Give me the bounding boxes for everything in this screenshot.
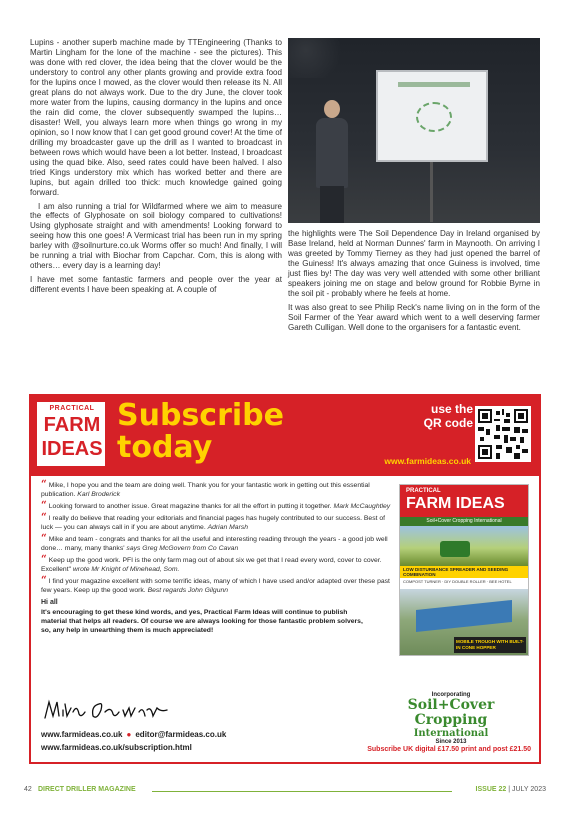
qr-label [399,402,473,430]
quote-icon: “ [41,500,47,512]
testimonial-author: Adrian Marsh [207,524,249,532]
contact-details [41,728,341,754]
speaker-photo [288,38,540,223]
testimonial-text: Looking forward to another issue. Great magazine thanks for all the effort in putting it together. [48,503,332,511]
quote-icon: “ [41,533,47,545]
article-paragraph: It was also great to see Philip Reck's name living on in the form of the Soil Farmer of the Year award which went to a well deserving farmer Gareth Culligan. Well done to the organisers for a fantastic event. [288,302,540,332]
article-paragraph: Lupins - another superb machine made by TTEngineering (Thanks to Martin Lingham for the lone of the machine - see the pictures). This was done with red clover, the idea being that the clover would be the understory to control any other plants growing and provide extra food for the lupins once I mowed, as the clover would then release its N. All great plans do not always work. Due to the dry June, the clover took more water from the lupins, causing dormancy in the lupins and once the rain did come, the clover subsequently swamped the lupins… disaster! Well, you always learn more when things go wrong in my opinion, so I now know that I can get good ground cover! At the time of drilling my broadcaster gave up the drill as I wanted to broadcast in between rows which would have been a lot better. Instead, I broadcast using the quad bike. Also, seed rates could have been halved. I also tried Kings understory mix which has worked better and there are lupins, but again drilled too thick: much knowledge gained going forward. [30,38,282,197]
article-paragraph: I have met some fantastic farmers and people over the year at different events I have been speaking at. A couple of [30,275,282,295]
since-year: Since 2013 [435,739,467,745]
cover-title: FARM IDEAS [406,495,505,512]
article-paragraph: the highlights were The Soil Dependence Day in Ireland organised by Base Ireland, held at Norman Dunnes' farm in Maynooth. On arriving I was greeted by Tommy Tierney as they had just opened the barrel of the Guiness! It's always amazing that once Guiness is involved, time just flies by! The day was very well attended with some other brilliant speakers joining me on stage and below ground for Robbie Byrne in the soil pit - probably where he feels at home. [288,229,540,298]
testimonial [41,500,393,512]
quote-icon: “ [41,554,47,566]
email-link[interactable]: editor@farmideas.co.uk [135,730,227,739]
quote-icon: “ [41,575,47,587]
signature [41,696,171,724]
subscribe-url[interactable]: www.farmideas.co.uk [384,456,471,466]
cover-bottom-headline: MOBILE TROUGH WITH BUILT-IN CONE HOPPER [454,637,526,653]
subscription-link[interactable]: www.farmideas.co.uk/subscription.html [41,743,192,752]
bullet-icon: ● [126,730,132,739]
website-link[interactable]: www.farmideas.co.uk [41,730,123,739]
testimonial-text: Mike and team - congrats and thanks for all the useful and interesting reading through the years - a good job well done… many, many thanks' [41,536,388,553]
qr-label-line2: QR code [423,416,473,430]
qr-code-icon [478,409,528,459]
soil-cover-logo: Soil+Cover Cropping [407,697,495,728]
quote-icon: “ [41,479,47,490]
testimonial [41,575,393,596]
slide-diagram [416,102,452,132]
subscribe-header [31,396,539,476]
signature-icon [41,696,171,724]
closing-message: It's encouraging to get these kind words, and yes, Practical Farm Ideas will continue to publish material that helps all readers. Of course we are always looking for those fantastic problem solvers, so, any help in unearthing them is much appreciated! [41,609,363,635]
qr-label-line1: use the [430,402,473,416]
greeting: Hi all [41,599,58,607]
tractor-icon [440,541,470,557]
testimonial-author: Karl Broderick [77,490,120,498]
testimonial-text: Keep up the good work. PFI is the only farm mag out of about six we get that I read every word, cover to cover. Excellent" [41,557,382,574]
testimonial-author: wrote Mr Knight of Minehead, Som. [72,566,180,574]
projection-screen [376,70,488,162]
testimonial-author: says Greg McGovern from Co Cavan [126,545,239,553]
testimonial-text: Mike, I hope you and the team are doing well. Thank you for your fantastic work in getting out this essential publication. [41,482,370,498]
farm-ideas-logo [37,402,105,466]
subscribe-title [117,400,284,464]
testimonial-text: I really do believe that reading your editorials and financial pages has hugely contributed to our success. Best of luck — you can always call in if you are about anytime. [41,515,386,532]
soil-cover-logo-international: International [413,728,489,739]
cover-strip: Soil+Cover Cropping International [400,517,528,526]
testimonial-text: I find your magazine excellent with some terrific ideas, many of which I have used and/or adapted over these past few years. Keep up the good work. [41,578,390,595]
article-left-column [30,38,282,299]
testimonial [41,512,393,533]
subscription-price: Subscribe UK digital £17.50 print and post £21.50 [367,746,531,753]
article-paragraph: I am also running a trial for Wildfarmed where we aim to measure the effects of Glyphosate on soil biology compared to cultivations! Using glyphosate straight and with amendments! Looking forward to seeing how this one goes! A Vermicast trial has been run in my spring barley with @soilnurture.co.uk Worms offer so much! And finally, I will be running a trial with Biochar from Capchar. Com, this is along with others… every day is a learning day! [30,201,282,271]
subscribe-advert[interactable] [29,394,541,764]
slide-title [398,82,470,87]
logo-farm: FARM [43,414,101,436]
photo-light [288,38,348,78]
incorporating-block [371,692,531,745]
issue-info: ISSUE 22 | JULY 2023 [475,786,546,793]
speaker-head [324,100,340,118]
speaker-legs [320,186,344,223]
qr-code[interactable] [475,406,531,462]
logo-practical: PRACTICAL [49,405,95,412]
logo-ideas: IDEAS [41,438,103,460]
subscribe-title-line1: Subscribe [117,398,284,433]
testimonial-author: Best regards John Gilgunn [147,587,229,595]
testimonial [41,479,393,500]
incorporating-label: Incorporating [431,692,471,698]
cover-practical: PRACTICAL [406,488,441,494]
testimonial-author: Mark McCaughtley [333,503,391,511]
issue-date: JULY 2023 [512,786,546,793]
footer-rule [152,791,452,792]
speaker-body [316,118,348,188]
testimonial [41,533,393,554]
subscribe-title-line2: today [117,430,213,465]
magazine-name: DIRECT DRILLER MAGAZINE [38,786,136,793]
issue-number: ISSUE 22 [475,786,507,793]
quote-icon: “ [41,512,47,524]
cover-features: COMPOST TURNER · DIY DOUBLE ROLLER · BEE HOTEL [400,578,528,589]
page-number: 42 [24,786,32,793]
screen-stand [430,162,433,222]
cover-headline: LOW DISTURBANCE SPREADER AND SEEDING COMBINATION [400,566,528,578]
testimonials [41,479,393,636]
page-footer [24,786,546,798]
contact-row [41,728,341,741]
article-right-column [288,38,540,337]
magazine-cover [399,484,529,656]
testimonial [41,554,393,575]
